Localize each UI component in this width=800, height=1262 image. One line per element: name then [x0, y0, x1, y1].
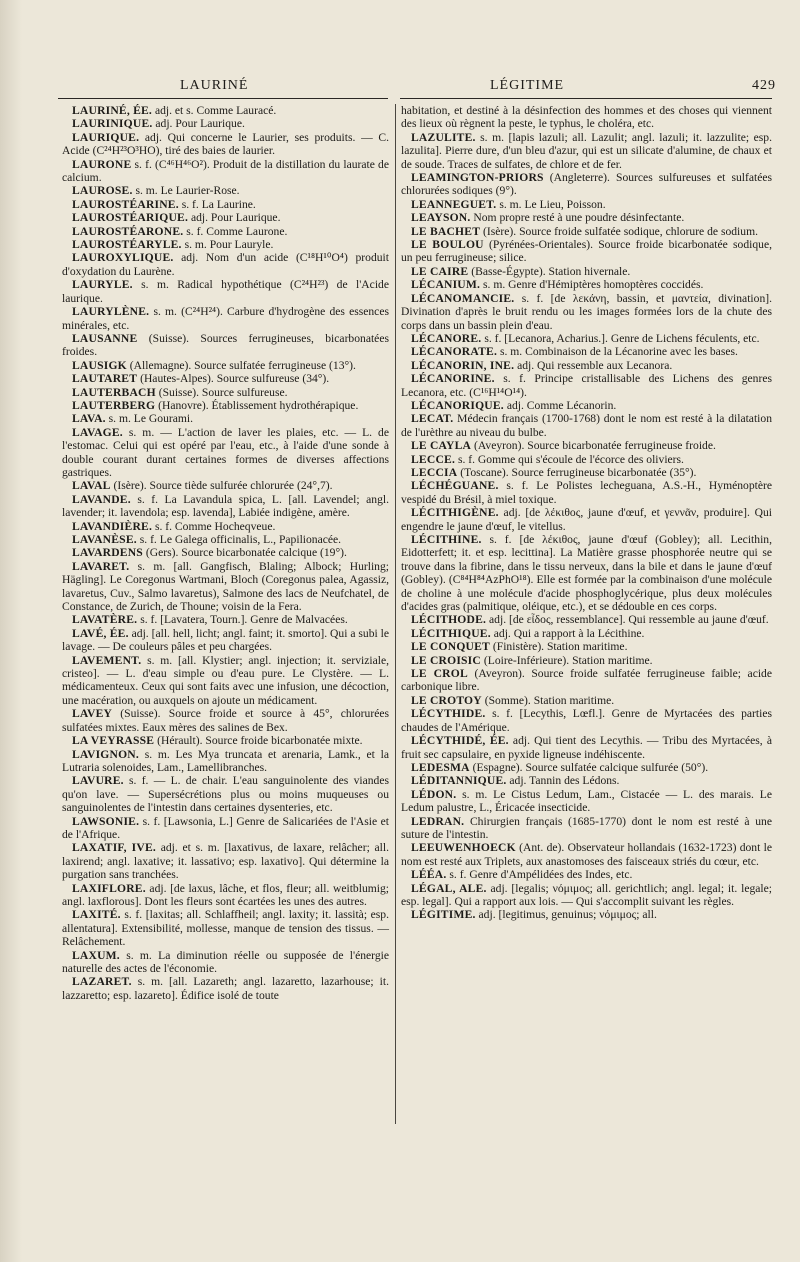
left-column	[62, 104, 389, 1002]
entry-definition: (Espagne). Source sulfatée calcique sulfurée (50°).	[472, 760, 709, 774]
entry-definition: adj. et s. m. [laxativus, de laxare, relâcher; all. laxirend; angl. laxative; it. lassativo; esp. laxativo]. Qui détermine la purgation sans tranchées.	[62, 841, 389, 882]
entry-headword: LAVANDE.	[72, 492, 131, 506]
page-number: 429	[752, 78, 776, 93]
entry-definition: (Hanovre). Établissement hydrothérapique.	[158, 398, 359, 412]
book-spine-shadow	[0, 0, 22, 1262]
entry-headword: LAUROSTÉARYLE.	[72, 238, 182, 252]
entry-definition: s. f. Principe cristallisable des Lichens des genres Lecanora, etc. (C¹⁶H¹⁴O¹⁴).	[401, 372, 772, 399]
entry-definition: (Toscane). Source ferrugineuse bicarbonatée (35°).	[460, 465, 697, 479]
entry-definition: (Gers). Source bicarbonatée calcique (19°).	[145, 546, 347, 560]
entry-headword: LAURYLÈNE.	[72, 305, 150, 319]
entry-definition: (Loire-Inférieure). Station maritime.	[483, 653, 653, 667]
dictionary-entry	[62, 305, 389, 332]
entry-headword: LÉCITHIQUE.	[411, 626, 491, 640]
entry-definition: adj. [de laxus, lâche, et flos, fleur; all. weitblumig; angl. laxflorous]. Dont les fleurs sont écartées les unes des autres.	[62, 881, 389, 908]
dictionary-entry	[62, 386, 389, 399]
entry-definition: adj. et s. Comme Lauracé.	[154, 104, 277, 117]
entry-headword: LÉCYTHIDE.	[411, 707, 486, 721]
entry-headword: LAURINÉ, ÉE.	[72, 104, 153, 117]
dictionary-entry	[401, 238, 772, 265]
entry-headword: LAVARET.	[72, 559, 130, 573]
dictionary-entry	[62, 560, 389, 614]
entry-headword: LAZARET.	[72, 975, 132, 989]
entry-definition: s. m. Genre d'Hémiptères homoptères coccidés.	[483, 278, 704, 292]
entry-headword: LEAYSON.	[411, 211, 471, 225]
entry-definition: s. f. — L. de chair. L'eau sanguinolente des viandes qu'on lave. — Supersécrétions plus ou moins muqueuses ou sanguinolentes de l'intestin dans certaines dysenteries, etc.	[62, 774, 389, 815]
dictionary-entry	[62, 372, 389, 385]
entry-definition: (Basse-Égypte). Station hivernale.	[471, 264, 631, 278]
dictionary-entry	[401, 841, 772, 868]
dictionary-entry	[401, 466, 772, 479]
entry-headword: LAURYLE.	[72, 278, 133, 292]
dictionary-entry	[401, 412, 772, 439]
entry-headword: LAXUM.	[72, 948, 120, 962]
dictionary-entry	[401, 627, 772, 640]
entry-headword: LAUTERBACH	[72, 385, 156, 399]
entry-definition: s. f. [de λεκάνη, bassin, et μαντεία, divination]. Divination d'après le bruit rendu ou les images formées lors de la chute des corps dans un bassin plein d'eau.	[401, 291, 772, 332]
dictionary-entry	[62, 975, 389, 1002]
dictionary-entry	[401, 761, 772, 774]
dictionary-entry	[62, 841, 389, 881]
dictionary-entry	[401, 439, 772, 452]
dictionary-entry	[62, 412, 389, 425]
dictionary-entry	[401, 359, 772, 372]
entry-definition: s. f. Comme Laurone.	[186, 224, 288, 238]
entry-headword: LAUROSTÉARINE.	[72, 197, 179, 211]
entry-headword: LÉGITIME.	[411, 908, 476, 922]
entry-headword: LEAMINGTON-PRIORS	[411, 171, 544, 185]
entry-definition: s. f. Comme Hocheqveue.	[154, 519, 276, 533]
entry-headword: LAXITÉ.	[72, 908, 121, 922]
dictionary-entry	[401, 171, 772, 198]
running-head-right: LÉGITIME	[490, 78, 565, 93]
entry-headword: LEDRAN.	[411, 814, 465, 828]
dictionary-entry	[62, 613, 389, 626]
dictionary-entry	[62, 399, 389, 412]
dictionary-entry	[62, 520, 389, 533]
entry-headword: LÉCANORE.	[411, 331, 482, 345]
dictionary-entry	[401, 506, 772, 533]
entry-definition: Chirurgien français (1685-1770) dont le nom est resté à une suture de l'intestin.	[401, 814, 772, 841]
entry-definition: Médecin français (1700-1768) dont le nom est resté à la dilatation de l'urèthre au niveau du bulbe.	[401, 412, 772, 439]
page-header	[0, 78, 800, 98]
entry-headword: LE CROISIC	[411, 653, 481, 667]
entry-definition: (Hérault). Source froide bicarbonatée mixte.	[157, 734, 363, 748]
entry-headword: LECAT.	[411, 412, 454, 426]
entry-headword: LE CROTOY	[411, 693, 482, 707]
dictionary-entry	[62, 493, 389, 520]
entry-definition: (Angleterre). Sources sulfureuses et sulfatées chlorurées sodiques (9°).	[401, 171, 773, 198]
header-rule-right	[400, 98, 772, 99]
entry-definition: s. m. Le Lieu, Poisson.	[499, 197, 606, 211]
dictionary-entry	[401, 707, 772, 734]
entry-definition: s. m. (C²⁴H²⁴). Carbure d'hydrogène des essences minérales, etc.	[62, 305, 389, 332]
entry-definition: (Suisse). Source froide et source à 45°, chlorurées sulfatées mixtes. Eaux mères des salines de Bex.	[62, 707, 389, 734]
entry-headword: LAXATIF, IVE.	[72, 841, 156, 855]
entry-headword: LAURONE	[72, 157, 132, 171]
entry-headword: LÉGAL, ALE.	[411, 881, 487, 895]
dictionary-entry	[401, 332, 772, 345]
entry-headword: LAUTARET	[72, 372, 138, 386]
entry-definition: s. m. Le Cistus Ledum, Lam., Cistacée — L. des marais. Le Ledum palustre, L., Éricacée insecticide.	[401, 787, 772, 815]
entry-definition: s. f. Le Galega officinalis, L., Papilionacée.	[139, 533, 342, 546]
entry-headword: LÉCANORIN, INE.	[411, 358, 515, 372]
entry-definition: (Hautes-Alpes). Source sulfureuse (34°).	[140, 372, 330, 386]
entry-definition: adj. Qui ressemble aux Lecanora.	[517, 358, 673, 372]
entry-definition: (Aveyron). Source froide sulfatée ferrugineuse faible; acide carbonique libre.	[401, 667, 772, 694]
dictionary-entry	[401, 225, 772, 238]
entry-definition: adj. [legalis; νόμιμος; all. gerichtlich; angl. legal; it. legale; esp. legal]. Qui a rapport aux lois. — Qui s'accomplit suivant les règles.	[401, 881, 772, 908]
dictionary-entry	[401, 613, 772, 626]
dictionary-entry	[401, 868, 772, 881]
entry-headword: LAVIGNON.	[72, 747, 139, 761]
entry-definition: adj. Qui concerne le Laurier, ses produits. — C. Acide (C²⁴H²³O³HO), tiré des baies de laurier.	[62, 130, 389, 158]
dictionary-entry	[401, 372, 772, 399]
dictionary-entry	[62, 774, 389, 814]
dictionary-entry	[401, 788, 772, 815]
entry-definition: adj. [legitimus, genuinus; νόμιμος; all.	[478, 908, 657, 922]
entry-headword: LE CONQUET	[411, 640, 490, 654]
entry-headword: LÉCANOMANCIE.	[411, 291, 515, 305]
entry-definition: Nom propre resté à une poudre désinfectante.	[473, 211, 685, 225]
dictionary-entry	[401, 399, 772, 412]
entry-definition: s. f. Gomme qui s'écoule de l'écorce des oliviers.	[457, 452, 684, 466]
entry-definition: (Finistère). Station maritime.	[492, 640, 628, 654]
dictionary-entry	[62, 131, 389, 158]
entry-definition: (Ant. de). Observateur hollandais (1632-1723) dont le nom est resté aux Triplets, aux anastomoses des faisceaux striés du cœur, etc.	[401, 841, 772, 868]
dictionary-entry	[401, 908, 772, 921]
entry-headword: LAUROXYLIQUE.	[72, 251, 174, 265]
entry-definition: adj. Pour Laurique.	[155, 117, 245, 131]
dictionary-entry	[62, 882, 389, 909]
entry-definition: (Somme). Station maritime.	[484, 693, 615, 707]
dictionary-entry	[401, 694, 772, 707]
entry-headword: LAVEY	[72, 707, 113, 721]
entry-definition: s. f. (C⁴⁶H⁴⁶O²). Produit de la distillation du laurate de calcium.	[62, 157, 390, 185]
entry-headword: LAVURE.	[72, 774, 124, 788]
entry-definition: s. m. Le Gourami.	[108, 412, 194, 426]
dictionary-entry	[62, 426, 389, 480]
dictionary-entry	[62, 198, 389, 211]
dictionary-entry	[401, 654, 772, 667]
entry-headword: LAVÉ, ÉE.	[72, 626, 129, 640]
entry-headword: LAUTERBERG	[72, 398, 156, 412]
dictionary-entry	[62, 104, 389, 117]
entry-headword: LÉCANORIQUE.	[411, 398, 504, 412]
dictionary-entry	[62, 908, 389, 948]
column-divider	[395, 104, 396, 1124]
dictionary-entry	[401, 278, 772, 291]
dictionary-entry	[62, 815, 389, 842]
entry-headword: LEDESMA	[411, 760, 470, 774]
entry-headword: LE CROL	[411, 667, 468, 681]
entry-headword: LAUSANNE	[72, 331, 138, 345]
entry-definition: adj. [de εἶδος, ressemblance]. Qui ressemble au jaune d'œuf.	[489, 613, 769, 627]
dictionary-entry	[401, 198, 772, 211]
entry-headword: LÉÉA.	[411, 868, 447, 882]
entry-headword: LAURIQUE.	[72, 130, 140, 144]
entry-headword: LAVA.	[72, 412, 106, 426]
entry-headword: LEEUWENHOECK	[411, 841, 516, 855]
entry-headword: LÉCANIUM.	[411, 278, 481, 292]
entry-headword: LÉCITHODE.	[411, 613, 487, 627]
entry-headword: LE BOULOU	[411, 238, 484, 252]
entry-headword: LE CAIRE	[411, 264, 469, 278]
entry-definition: (Allemagne). Source sulfatée ferrugineuse (13°).	[129, 358, 356, 372]
dictionary-entry	[401, 734, 772, 761]
dictionary-entry	[62, 278, 389, 305]
entry-definition: s. m. [all. Klystier; angl. injection; it. serviziale, cristeo]. — L. d'eau simple ou d'eau pure. Le Clystère. — L. médicamenteux. Ceux qui sont faits avec une infusion, une décoction, une macération, ou auxquels on ajoute un médicament.	[62, 653, 389, 707]
entry-headword: LÉCHÉGUANE.	[411, 479, 499, 493]
dictionary-entry	[401, 265, 772, 278]
entry-headword: LAUSIGK	[72, 358, 127, 372]
entry-definition: s. f. Le Polistes lecheguana, A.S.-H., Hyménoptère vespidé du Brésil, à miel toxique.	[401, 479, 772, 506]
entry-definition: (Suisse). Sources ferrugineuses, bicarbonatées froides.	[62, 331, 389, 359]
entry-headword: LÉCANORINE.	[411, 372, 495, 386]
entry-headword: LECCE.	[411, 452, 456, 466]
dictionary-entry	[62, 533, 389, 546]
entry-definition: s. f. La Laurine.	[181, 197, 256, 211]
dictionary-entry	[62, 546, 389, 559]
entry-headword: LAVAGE.	[72, 425, 123, 439]
entry-headword: LE BACHET	[411, 224, 481, 238]
entry-definition: s. m. [all. Gangfisch, Blaling; Albock; Hurling; Hägling]. Le Coregonus Wartmani, Bloch (Coregonus palea, Agassiz, lavaretus, Cuv., Salmo lavaretus), Salmone des lacs de Neufchatel, de Constance, de Zurich, de Thoune; voisin de la Fera.	[62, 559, 389, 614]
dictionary-entry	[401, 882, 772, 909]
dictionary-entry	[401, 453, 772, 466]
entry-definition: s. m. Les Mya truncata et arenaria, Lamk., et la Lutraria solenoides, Lam., Lamellibranches.	[62, 747, 389, 774]
entry-headword: LAURINIQUE.	[72, 117, 153, 131]
entry-definition: (Isère). Source froide sulfatée sodique, chlorure de sodium.	[483, 224, 758, 238]
entry-headword: LÉCITHIGÈNE.	[411, 506, 499, 520]
dictionary-entry	[62, 117, 389, 130]
entry-definition: s. m. Le Laurier-Rose.	[135, 184, 240, 198]
entry-headword: LEANNEGUET.	[411, 197, 497, 211]
right-column	[401, 104, 772, 922]
dictionary-entry	[62, 332, 389, 359]
entry-headword: LAUROSTÉARONE.	[72, 224, 184, 238]
running-head-left: LAURINÉ	[180, 78, 249, 93]
dictionary-entry	[401, 533, 772, 613]
entry-headword: LAXIFLORE.	[72, 881, 146, 895]
dictionary-entry	[401, 774, 772, 787]
dictionary-entry	[401, 815, 772, 842]
entry-headword: LAUROSTÉARIQUE.	[72, 211, 189, 225]
entry-definition: s. m. Combinaison de la Lécanorine avec les bases.	[499, 345, 738, 359]
entry-headword: LECCIA	[411, 465, 458, 479]
dictionary-entry	[401, 211, 772, 224]
entry-headword: LÉCYTHIDÉ, ÉE.	[411, 734, 509, 748]
entry-headword: LAVATÈRE.	[72, 613, 138, 627]
entry-headword: LAVANÈSE.	[72, 533, 137, 546]
dictionary-entry	[62, 158, 389, 185]
entry-definition: (Suisse). Source sulfureuse.	[158, 385, 288, 399]
dictionary-entry	[62, 225, 389, 238]
dictionary-entry	[401, 345, 772, 358]
entry-headword: LA VEYRASSE	[72, 734, 155, 748]
dictionary-entry	[401, 104, 772, 131]
dictionary-entry	[62, 734, 389, 747]
entry-definition: s. m. — L'action de laver les plaies, etc. — L. de l'estomac. Celui qui est opéré par l'eau, etc., à l'aide d'une sonde à double courant durant certaines formes de diverses affections gastriques.	[62, 425, 389, 479]
entry-definition: s. m. La diminution réelle ou supposée de l'énergie naturelle des actes de l'économie.	[62, 948, 389, 975]
dictionary-entry	[62, 707, 389, 734]
entry-definition: adj. Tannin des Lédons.	[509, 774, 620, 788]
dictionary-entry	[62, 184, 389, 197]
dictionary-entry	[401, 640, 772, 653]
dictionary-entry	[62, 211, 389, 224]
entry-headword: LE CAYLA	[411, 439, 472, 453]
entry-definition: s. m. [lapis lazuli; all. Lazulit; angl. lazuli; it. lazzulite; esp. lazulita]. Pierre dure, d'un bleu d'azur, qui est un silicate d'alumine, de chaux et de soude. Traces de sulfates, de chlore et de fer.	[401, 130, 772, 171]
dictionary-entry	[62, 949, 389, 976]
dictionary-entry	[401, 131, 772, 171]
entry-definition: s. f. Genre d'Ampélidées des Indes, etc.	[449, 868, 633, 882]
entry-definition: s. m. Radical hypothétique (C²⁴H²³) de l'Acide laurique.	[62, 278, 389, 305]
entry-headword: LÉDON.	[411, 787, 457, 801]
entry-definition: adj. Pour Laurique.	[190, 211, 281, 225]
entry-definition: s. f. [Lawsonia, L.] Genre de Salicariées de l'Asie et de l'Afrique.	[62, 814, 389, 841]
entry-definition: s. f. [de λέκιθος, jaune d'œuf (Gobley); all. Lecithin, Eidotterfett; it. et esp. lecittina]. La Matière grasse phosphorée neutre qui se trouve dans la fibrine, dans le tissu nerveux, dans la bile et dans le jaune d'œuf (Gobley). (C⁸⁴H⁸⁴AzPhO¹⁸). Elle est formée par la combinaison d'une molécule de choline à une molécule d'acide phosphoglycérique, plus deux molécules d'acides gras (palmitique, oléique, etc.), et se dédouble en ces corps.	[401, 533, 772, 614]
entry-definition: (Aveyron). Source bicarbonatée ferrugineuse froide.	[474, 439, 716, 453]
dictionary-entry	[62, 748, 389, 775]
entry-headword: LÉDITANNIQUE.	[411, 774, 507, 788]
entry-headword: LAVARDENS	[72, 546, 143, 560]
entry-headword: LAVANDIÈRE.	[72, 519, 153, 533]
header-rule-left	[58, 98, 388, 99]
entry-headword: LAVAL	[72, 479, 111, 493]
entry-definition: s. f. [Lavatera, Tourn.]. Genre de Malvacées.	[140, 613, 348, 627]
entry-definition: adj. Nom d'un acide (C¹⁸H¹⁰O⁴) produit d'oxydation du Laurène.	[62, 251, 389, 278]
entry-definition: adj. [de λέκιθος, jaune d'œuf, et γεννᾶν, produire]. Qui engendre le jaune d'œuf, le vitellus.	[401, 506, 772, 533]
dictionary-entry	[62, 479, 389, 492]
entry-definition: adj. [all. hell, licht; angl. faint; it. smorto]. Qui a subi le lavage. — De couleurs pâles et peu chargées.	[62, 626, 390, 654]
entry-definition: adj. Qui a rapport à la Lécithine.	[493, 626, 645, 640]
dictionary-entry	[401, 479, 772, 506]
dictionary-entry	[401, 292, 772, 332]
entry-headword: LAWSONIE.	[72, 814, 140, 828]
entry-headword: LAZULITE.	[411, 130, 476, 144]
entry-definition: habitation, et destiné à la désinfection des hommes et des choses qui viennent des lieux où règnent la peste, le typhus, le choléra, etc.	[401, 104, 772, 131]
entry-headword: LÉCITHINE.	[411, 533, 482, 546]
dictionary-entry	[62, 627, 389, 654]
entry-headword: LAUROSE.	[72, 184, 133, 198]
entry-definition: s. m. [all. Lazareth; angl. lazaretto, lazarhouse; it. lazzaretto; esp. lazareto]. Édifice isolé de toute	[62, 975, 389, 1002]
entry-definition: (Pyrénées-Orientales). Source froide bicarbonatée sodique, un peu ferrugineuse; silice.	[401, 238, 772, 265]
entry-definition: (Isère). Source tiède sulfurée chlorurée (24°,7).	[113, 479, 333, 493]
entry-definition: adj. Qui tient des Lecythis. — Tribu des Myrtacées, à fruit sec capsulaire, en pyxide ligneuse indéhiscente.	[401, 734, 772, 761]
dictionary-entry	[62, 359, 389, 372]
entry-definition: s. f. [Lecanora, Acharius.]. Genre de Lichens féculents, etc.	[484, 331, 760, 345]
entry-definition: s. f. La Lavandula spica, L. [all. Lavendel; angl. lavender; it. lavendola; esp. lavenda], Labiée indigène, amère.	[62, 492, 389, 520]
entry-definition: s. m. Pour Lauryle.	[184, 238, 274, 252]
dictionary-entry	[62, 238, 389, 251]
entry-headword: LÉCANORATE.	[411, 345, 498, 359]
dictionary-entry	[62, 251, 389, 278]
entry-definition: adj. Comme Lécanorin.	[506, 398, 617, 412]
entry-headword: LAVEMENT.	[72, 653, 142, 667]
dictionary-entry	[62, 654, 389, 708]
entry-definition: s. f. [laxitas; all. Schlaffheil; angl. laxity; it. lassità; esp. allentatura]. Extensibilité, mollesse, manque de tension des tissus. — Relâchement.	[62, 908, 390, 949]
entry-definition: s. f. [Lecythis, Lœfl.]. Genre de Myrtacées des parties chaudes de l'Amérique.	[401, 707, 772, 734]
dictionary-entry	[401, 667, 772, 694]
